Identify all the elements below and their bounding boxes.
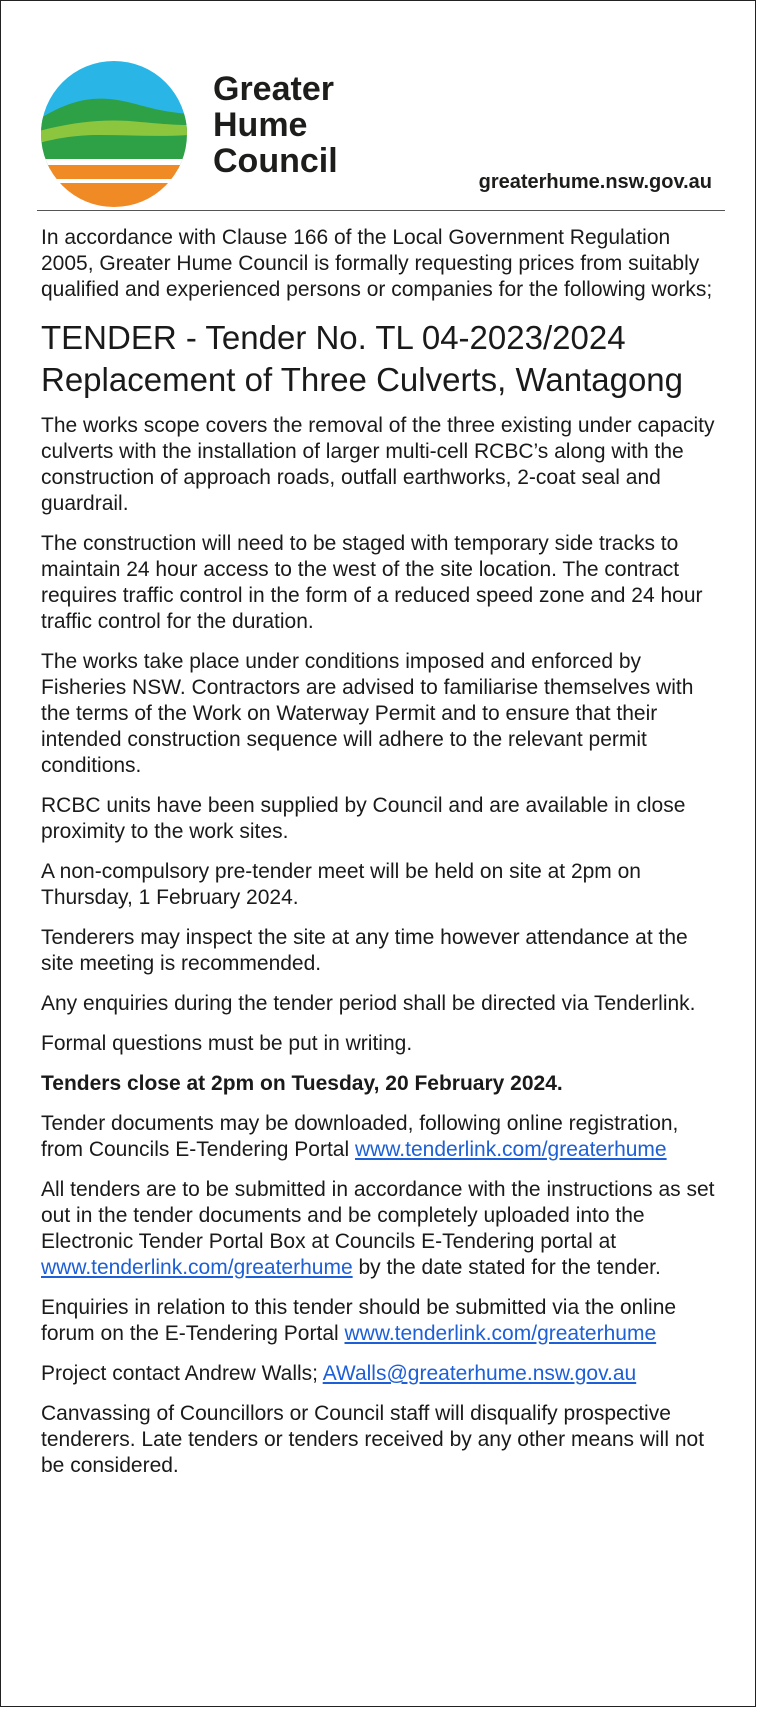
scope-paragraph: The works scope covers the removal of the three existing under capacity culverts with the installation of larger multi-cell RCBC’s along with the construction of approach roads, outfall earthworks, 2-coat seal and guardrail. [41, 414, 715, 515]
council-logo-icon [39, 59, 189, 209]
contact-paragraph [41, 1361, 721, 1387]
enquiries-paragraph: Any enquiries during the tender period shall be directed via Tenderlink. [41, 992, 696, 1015]
documents-text: Tender documents may be downloaded, following online registration, from Councils E-Tendering Portal [41, 1112, 679, 1161]
canvassing-paragraph: Canvassing of Councillors or Council staff will disqualify prospective tenderers. Late tenders or tenders received by any other means will not be considered. [41, 1402, 705, 1477]
meet-paragraph: A non-compulsory pre-tender meet will be held on site at 2pm on Thursday, 1 February 2024. [41, 860, 641, 909]
header [1, 1, 757, 211]
divider [37, 210, 725, 211]
forum-paragraph [41, 1295, 721, 1347]
submit-text-1: All tenders are to be submitted in accordance with the instructions as set out in the tender documents and be completely uploaded into the Electronic Tender Portal Box at Councils E-Tendering portal at [41, 1178, 715, 1253]
submit-paragraph [41, 1177, 721, 1281]
inspect-paragraph: Tenderers may inspect the site at any time however attendance at the site meeting is recommended. [41, 926, 688, 975]
submit-text-2: by the date stated for the tender. [352, 1256, 661, 1279]
fisheries-paragraph: The works take place under conditions imposed and enforced by Fisheries NSW. Contractors are advised to familiarise themselves with the terms of the Work on Waterway Permit and to ensure that their intended construction sequence will adhere to the relevant permit conditions. [41, 650, 694, 777]
tender-title [41, 317, 721, 401]
documents-paragraph [41, 1111, 721, 1163]
forum-text: Enquiries in relation to this tender should be submitted via the online forum on the E-Tendering Portal [41, 1296, 677, 1345]
contact-text: Project contact Andrew Walls; [41, 1362, 323, 1385]
tender-title-line2: Replacement of Three Culverts, Wantagong [41, 361, 684, 398]
formal-paragraph: Formal questions must be put in writing. [41, 1032, 413, 1055]
rcbc-paragraph: RCBC units have been supplied by Council and are available in close proximity to the work sites. [41, 794, 686, 843]
closing-date: Tenders close at 2pm on Tuesday, 20 February 2024. [41, 1072, 563, 1095]
documents-link[interactable]: www.tenderlink.com/greaterhume [354, 1138, 667, 1161]
tender-title-line1: TENDER - Tender No. TL 04-2023/2024 [41, 319, 626, 356]
submit-link[interactable]: www.tenderlink.com/greaterhume [41, 1256, 353, 1279]
council-name-line1: Greater [213, 70, 334, 108]
intro-paragraph: In accordance with Clause 166 of the Local Government Regulation 2005, Greater Hume Council is formally requesting prices from suitably qualified and experienced persons or companies for the following works; [41, 226, 713, 301]
council-name-line3: Council [213, 142, 338, 180]
website-url: greaterhume.nsw.gov.au [478, 171, 712, 193]
contact-email-link[interactable]: AWalls@greaterhume.nsw.gov.au [322, 1362, 637, 1385]
forum-link[interactable]: www.tenderlink.com/greaterhume [344, 1322, 657, 1345]
construction-paragraph: The construction will need to be staged with temporary side tracks to maintain 24 hour access to the west of the site location. The contract requires traffic control in the form of a reduced speed zone and 24 hour traffic control for the duration. [41, 532, 703, 633]
council-name [213, 71, 338, 179]
council-name-line2: Hume [213, 106, 308, 144]
notice-body [41, 225, 721, 1493]
